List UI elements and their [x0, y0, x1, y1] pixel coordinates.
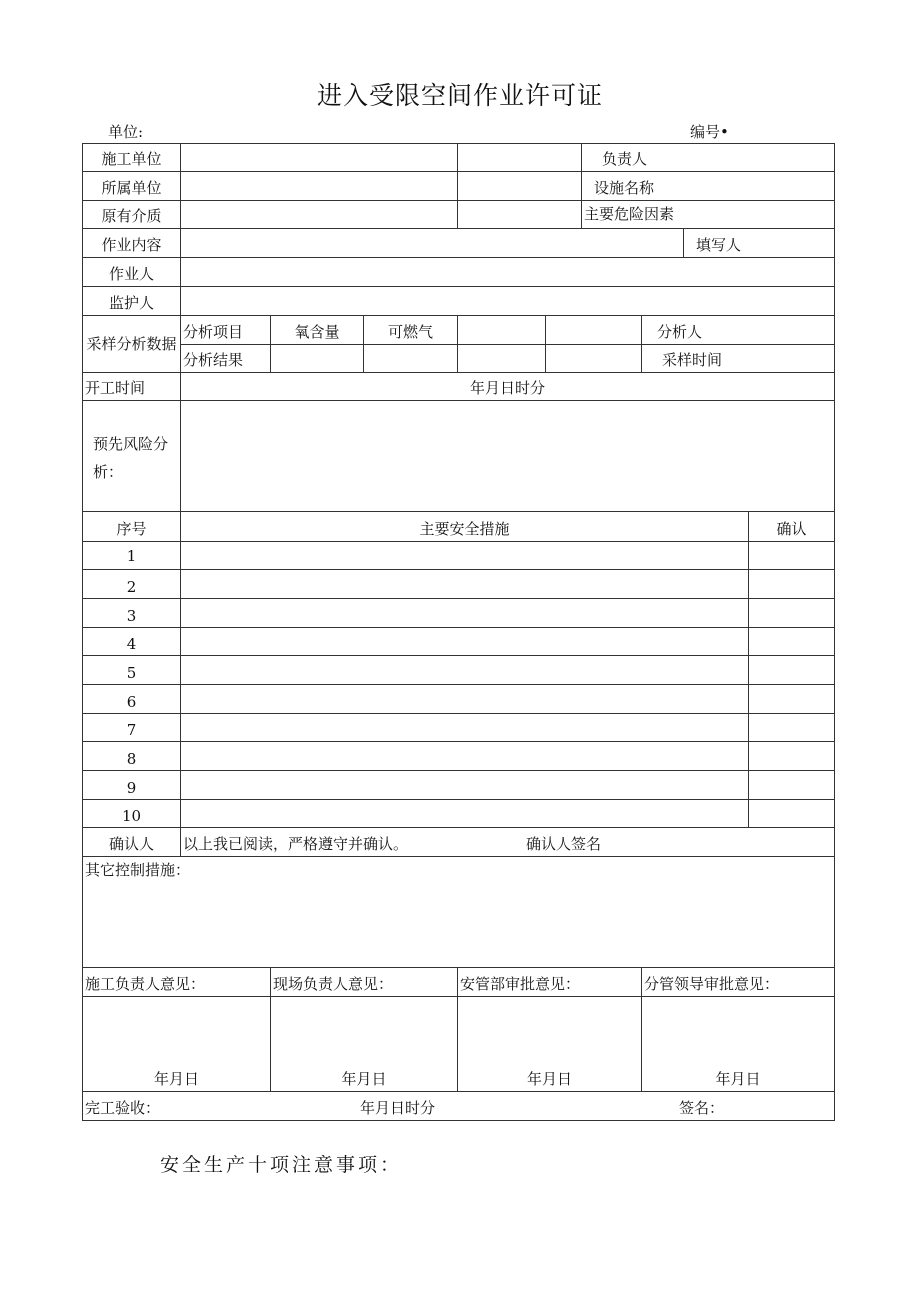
- worker-field[interactable]: [181, 258, 835, 287]
- measure-confirm[interactable]: [749, 599, 835, 628]
- site-opinion-field[interactable]: [271, 997, 458, 1092]
- monitor-label: 监护人: [83, 287, 181, 316]
- measure-number: 6: [83, 685, 181, 714]
- facility-name-label: 设施名称: [582, 172, 835, 201]
- unit-label: 单位:: [108, 123, 144, 141]
- analysis-result-label: 分析结果: [181, 345, 271, 373]
- measure-header: 主要安全措施: [181, 512, 749, 542]
- filler-label: 填写人: [684, 229, 835, 258]
- result-extra-2[interactable]: [546, 345, 642, 373]
- measure-confirm[interactable]: [749, 771, 835, 800]
- result-extra-1[interactable]: [458, 345, 546, 373]
- completion-row[interactable]: [83, 1092, 835, 1121]
- other-measures-label: 其它控制措施：: [85, 861, 191, 879]
- measure-number: 5: [83, 656, 181, 685]
- measure-confirm[interactable]: [749, 714, 835, 742]
- medium-field-2[interactable]: [458, 201, 582, 229]
- page-title: 进入受限空间作业许可证: [316, 81, 603, 110]
- measure-number: 7: [83, 714, 181, 742]
- measure-number: 10: [83, 800, 181, 828]
- completion-label: 完工验收：: [85, 1099, 161, 1117]
- safety-notes-heading: 安全生产十项注意事项：: [160, 1154, 403, 1176]
- completion-datetime: 年月日时分: [360, 1099, 436, 1117]
- measure-number: 3: [83, 599, 181, 628]
- safety-opinion-label: 安管部审批意见：: [458, 968, 642, 997]
- measure-confirm[interactable]: [749, 542, 835, 570]
- measure-number: 9: [83, 771, 181, 800]
- confirm-statement: 以上我已阅读，严格遵守并确认。: [183, 835, 409, 853]
- medium-field[interactable]: [181, 201, 458, 229]
- oxygen-label: 氧含量: [271, 316, 364, 345]
- measure-confirm[interactable]: [749, 628, 835, 656]
- measure-confirm[interactable]: [749, 742, 835, 771]
- work-content-field[interactable]: [181, 229, 684, 258]
- measure-number: 4: [83, 628, 181, 656]
- seq-header: 序号: [83, 512, 181, 542]
- sampling-time-label: 采样时间: [642, 345, 835, 373]
- measure-number: 1: [83, 542, 181, 570]
- start-time-value[interactable]: 年月日时分: [181, 373, 835, 401]
- number-label: 编号•: [690, 123, 729, 141]
- safety-opinion-field[interactable]: [458, 997, 642, 1092]
- measure-number: 2: [83, 570, 181, 599]
- confirm-header: 确认: [749, 512, 835, 542]
- measure-field[interactable]: [181, 742, 749, 771]
- measure-field[interactable]: [181, 685, 749, 714]
- site-opinion-date: 年月日: [341, 1070, 387, 1088]
- risk-analysis-label: 预先风险分析：: [83, 401, 181, 512]
- work-content-label: 作业内容: [83, 229, 181, 258]
- analysis-extra-2[interactable]: [546, 316, 642, 345]
- measure-field[interactable]: [181, 570, 749, 599]
- construction-unit-field[interactable]: [181, 144, 458, 172]
- owner-unit-field[interactable]: [181, 172, 458, 201]
- combustible-result-field[interactable]: [364, 345, 458, 373]
- construction-opinion-date: 年月日: [153, 1070, 199, 1088]
- worker-label: 作业人: [83, 258, 181, 287]
- measure-field[interactable]: [181, 599, 749, 628]
- main-hazards-label: 主要危险因素: [582, 201, 835, 229]
- analysis-item-label: 分析项目: [181, 316, 271, 345]
- start-time-label: 开工时间: [83, 373, 181, 401]
- measure-field[interactable]: [181, 714, 749, 742]
- measure-confirm[interactable]: [749, 685, 835, 714]
- combustible-label: 可燃气: [364, 316, 458, 345]
- confirm-statement-cell[interactable]: [181, 828, 835, 857]
- construction-opinion-label: 施工负责人意见：: [83, 968, 271, 997]
- construction-opinion-field[interactable]: [83, 997, 271, 1092]
- person-in-charge-label: 负责人: [582, 144, 835, 172]
- sampling-label: 采样分析数据: [83, 316, 181, 373]
- analysis-extra-1[interactable]: [458, 316, 546, 345]
- measure-number: 8: [83, 742, 181, 771]
- measure-field[interactable]: [181, 628, 749, 656]
- owner-unit-field-2[interactable]: [458, 172, 582, 201]
- leader-opinion-field[interactable]: [642, 997, 835, 1092]
- leader-opinion-label: 分管领导审批意见：: [642, 968, 835, 997]
- leader-opinion-date: 年月日: [715, 1070, 761, 1088]
- measure-field[interactable]: [181, 542, 749, 570]
- medium-label: 原有介质: [83, 201, 181, 229]
- measure-confirm[interactable]: [749, 800, 835, 828]
- owner-unit-label: 所属单位: [83, 172, 181, 201]
- measure-confirm[interactable]: [749, 570, 835, 599]
- measure-field[interactable]: [181, 771, 749, 800]
- confirm-signature-label: 确认人签名: [526, 835, 602, 853]
- analyst-label: 分析人: [642, 316, 835, 345]
- other-measures-field[interactable]: [83, 857, 835, 968]
- construction-unit-field-2[interactable]: [458, 144, 582, 172]
- measure-confirm[interactable]: [749, 656, 835, 685]
- measure-field[interactable]: [181, 656, 749, 685]
- confirm-person-label: 确认人: [83, 828, 181, 857]
- construction-unit-label: 施工单位: [83, 144, 181, 172]
- monitor-field[interactable]: [181, 287, 835, 316]
- risk-analysis-field[interactable]: [181, 401, 835, 512]
- safety-opinion-date: 年月日: [527, 1070, 573, 1088]
- measure-field[interactable]: [181, 800, 749, 828]
- completion-sign-label: 签名：: [679, 1099, 725, 1117]
- permit-form: [82, 143, 835, 1121]
- site-opinion-label: 现场负责人意见：: [271, 968, 458, 997]
- oxygen-result-field[interactable]: [271, 345, 364, 373]
